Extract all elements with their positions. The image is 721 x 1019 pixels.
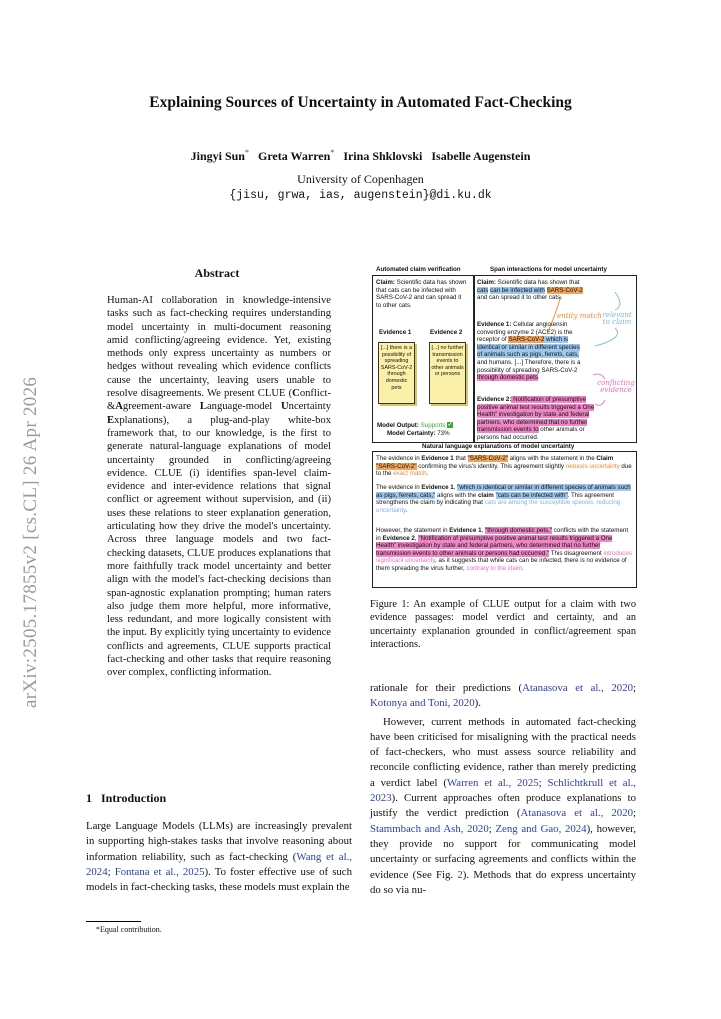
arxiv-id: arXiv:2505.17855v2 [cs.CL] 26 Apr 2026: [20, 376, 41, 708]
citation-link[interactable]: Fontana et al., 2025: [114, 865, 205, 878]
claim-ref: Claim: [596, 455, 614, 462]
citation-link[interactable]: Zeng and Gao, 2024: [495, 822, 587, 835]
section-title: Introduction: [101, 791, 167, 805]
author-name: Isabelle Augenstein: [431, 149, 531, 163]
claim-verification-panel: [372, 275, 474, 443]
acronym-word: greement-aware: [122, 401, 200, 413]
claim-label: Claim:: [376, 279, 395, 286]
panel-heading: Span interactions for model uncertainty: [490, 266, 607, 273]
acronym-letter: L: [199, 401, 207, 413]
explanation-text: ,: [481, 527, 486, 534]
evidence-ref: Evidence 1: [449, 527, 482, 534]
body-text: rationale for their predictions (: [370, 682, 523, 694]
body-text: ;: [538, 776, 548, 789]
evidence-body: other animals or persons had occurred.: [477, 426, 585, 441]
evidence-body: .: [537, 374, 540, 382]
explanation-text: . This agreement strengthens the claim by indicating that: [376, 491, 614, 507]
body-text: ). Current approaches often produce explanations to justify the verdict prediction (: [370, 792, 636, 820]
body-text: ;: [488, 822, 496, 835]
citation-link[interactable]: Stammbach and Ash, 2020: [370, 822, 489, 835]
acronym-word: onflict-&: [107, 388, 331, 413]
acronym-letter: U: [281, 401, 289, 413]
model-certainty-line: [387, 430, 450, 438]
evidence-ref: Evidence 2: [382, 534, 415, 542]
span-highlight: "Notification of presumptive positive animal test results triggered a One Health" investigation by state and federal partners, who determined that no further transmission events to other animals or persons had occurred.": [376, 534, 613, 557]
abstract-heading: Abstract: [194, 266, 240, 280]
explanation-text: This disagreement: [549, 549, 604, 557]
evidence-card: [...] no further transmission events to other animals or persons: [429, 342, 466, 404]
explanation-text: .: [405, 506, 408, 514]
body-text: ). Methods that do express uncertainty do so via nu-: [370, 868, 636, 896]
author-list: [0, 148, 721, 164]
paragraph: [370, 681, 636, 712]
email-list: {jisu, grwa, ias, augenstein}@di.ku.dk: [229, 189, 492, 202]
evidence-ref: Evidence 1: [421, 455, 454, 462]
certainty-label: Model Certainty:: [387, 430, 436, 437]
span-highlight: SARS-CoV-2: [508, 336, 545, 344]
explanation-paragraph: [376, 527, 632, 573]
span-highlight: SARS-CoV-2: [546, 286, 583, 294]
explanation-text: that: [453, 455, 468, 462]
colored-phrase: exact match: [393, 470, 427, 478]
explanation-text: ,: [453, 484, 458, 491]
span-highlight: which is identical or similar in different species of animals such as pigs, ferrets, cats,: [477, 336, 580, 359]
citation-link[interactable]: Kotonya and Toni, 2020: [370, 697, 475, 710]
author-name: Jingyi Sun: [190, 149, 245, 163]
explanation-text: ,: [414, 534, 419, 542]
certainty-value: 73%: [437, 430, 450, 437]
evidence-heading: Evidence 1: [379, 329, 412, 336]
paragraph: [370, 715, 636, 899]
explanation-text: .: [426, 470, 429, 478]
citation-link[interactable]: Warren et al., 2025: [446, 776, 539, 789]
citation-link[interactable]: Atanasova et al., 2020: [520, 807, 633, 820]
figure-1: [370, 266, 638, 588]
figure-link[interactable]: 2: [457, 868, 463, 881]
body-text: ). To foster effective use of such models in fact-checking tasks, these models must explain the: [86, 865, 352, 894]
explanation-text: .: [522, 564, 524, 572]
author-name: Greta Warren: [257, 149, 331, 163]
body-text: However, current methods in automated fact-checking have been criticised for misaligning with the practical needs of fact-checkers, who must assess source reliability and reconcile conflicting evidence, rather than merely predicting a verdict label (: [370, 715, 636, 789]
acronym-word: xplanations),: [114, 414, 170, 426]
evidence-ref: Evidence 1: [421, 484, 454, 491]
claim-ref: claim: [477, 491, 494, 499]
author-name: Irina Shklovski: [343, 149, 423, 163]
span-highlight: through domestic pets: [477, 374, 538, 382]
span-highlight: "which is identical or similar in different species of animals such as pigs, ferrets, cats,": [376, 484, 631, 499]
check-icon: ✓: [447, 422, 453, 429]
body-text: ;: [633, 807, 636, 820]
colored-phrase: contrary to the claim: [466, 564, 523, 572]
acronym-letter: E: [107, 414, 115, 426]
evidence-body: and humans. [...] Therefore, there is a possibility of spreading SARS-CoV-2: [477, 358, 581, 374]
span-highlight: Notification of presumptive positive animal test results triggered a One Health" investigation by state and federal partners, who determined that no further transmission events to: [477, 396, 595, 434]
span-highlight: can be infected with: [490, 286, 545, 294]
annotation-conflicting: conflicting evidence: [597, 379, 635, 394]
equal-contrib-mark: *: [244, 148, 249, 157]
evidence-label: Evidence 2:: [477, 396, 512, 403]
span-highlight: "through domestic pets,": [485, 527, 553, 534]
body-text: Large Language Models (LLMs) are increasingly prevalent in supporting high-stakes tasks that involve reasoning about information reliability, such as fact-checking (: [86, 820, 352, 863]
span-highlight: "SARS-CoV-2": [467, 455, 509, 462]
explanation-text: aligns with the: [435, 491, 478, 499]
footnote-rule: [86, 921, 141, 922]
colored-phrase: reduces uncertainty: [565, 462, 620, 470]
panel-heading: Automated claim verification: [376, 266, 461, 273]
arrow-conflict-bottom: [595, 400, 605, 405]
body-text: ), however, they provide no support for communicating model uncertainty or surfacing agreements and conflicts within the evidence (See Fig.: [370, 822, 637, 881]
right-column-text: [370, 681, 636, 898]
explanation-text: conflicts with the statement in: [376, 527, 629, 542]
abstract-text: Human-AI collaboration in knowledge-intensive tasks such as fact-checking requires understanding model uncertainty in multi-document reasoning amid conflicting/agreeing evidence. Yet, existing methods only express uncertainty as numbers or hedges without revealing which evidence conflicts cause the uncertainty, leaving users unable to resolve disagreements. We present CLUE (: [107, 295, 331, 400]
acronym-word: anguage-model: [206, 401, 281, 413]
explanation-text: However, the statement in: [376, 527, 450, 534]
colored-phrase: introduces significant uncertainty: [376, 549, 632, 565]
body-text: ;: [633, 682, 636, 694]
claim-body: Scientific data has shown that: [495, 279, 580, 286]
panel-heading: Natural language explanations of model uncertainty: [422, 443, 575, 450]
claim-body: Scientific data has shown that cats can be infected with SARS-CoV-2 and can spread it to other cats.: [376, 279, 467, 309]
nl-explanation-panel: [372, 451, 637, 588]
colored-phrase: cats are among the susceptible species, reducing uncertainty: [376, 499, 621, 514]
arxiv-sidebar: [16, 298, 46, 708]
paper-title: Explaining Sources of Uncertainty in Automated Fact-Checking: [149, 94, 572, 111]
evidence-body: Cellular angiotensin converting enzyme 2 (ACE2) is the receptor of: [477, 321, 573, 344]
evidence-heading: Evidence 2: [430, 329, 463, 336]
acronym-letter: A: [115, 401, 123, 413]
equal-contrib-mark: *: [330, 148, 335, 157]
explanation-text: The evidence in: [376, 484, 422, 491]
model-output-line: [377, 422, 453, 430]
claim-text: [376, 279, 468, 309]
explanation-text: The evidence in: [376, 455, 422, 462]
citation-link[interactable]: Atanasova et al., 2020: [522, 682, 633, 694]
section-heading: [86, 791, 166, 806]
explanation-paragraph: [376, 484, 632, 514]
output-value: Supports: [420, 422, 446, 429]
annotation-arrows: [475, 276, 636, 442]
section-number: 1: [86, 791, 92, 805]
arrow-entity: [547, 296, 561, 334]
annotation-relevant: relevant to claim: [602, 311, 632, 326]
explanation-text: due to the: [376, 462, 632, 478]
span-highlight: cats: [477, 286, 489, 294]
arrow-relevant-bottom: [595, 328, 618, 346]
body-text: ).: [474, 697, 481, 710]
figure-caption: Figure 1: An example of CLUE output for a claim with two evidence passages: model verdict and certainty, and an uncertainty explanation grounded in conflict/agreement span interactions.: [370, 599, 636, 651]
span-highlight: "SARS-CoV-2": [376, 462, 417, 470]
explanation-text: aligns with the statement in the: [508, 455, 597, 462]
footnote: *Equal contribution.: [96, 925, 162, 934]
claim-label: Claim:: [477, 279, 496, 286]
acronym-letter: C: [292, 388, 300, 400]
claim-body: and can spread it to other cats.: [477, 294, 562, 302]
annotation-entity-match: entity match: [557, 312, 602, 320]
arrow-conflict-top: [593, 374, 605, 379]
span-highlight: "cats can be infected with": [495, 491, 568, 499]
citation-link[interactable]: Schlichtkrull et al., 2023: [370, 776, 636, 805]
evidence-card: [...] there is a possibility of spreading SARS-CoV-2 through domestic pets: [378, 342, 415, 404]
abstract-text: a plug-and-play white-box framework that, to our knowledge, is the first to generate natural-language explanations of model uncertainty grounded in conflicting/agreeing evidence. CLUE (i) identifies span-level claim-evidence and inter-evidence relations that signal conflict or agreement without supervision, and (ii) uses these relations to steer explanation generation, articulating how they drive the model's uncertainty. Across three language models and two fact-checking datasets, CLUE produces explanations that more faithfully track model uncertainty and better align with the model's fact-checking decisions than span-agnostic explanation prompting; human raters also judge them more helpful, more informative, less redundant, and more logically consistent with the input. By explicitly tying uncertainty to evidence conflicts and agreements, CLUE supports practical fact-checking and other tasks that require reasoning over complex, conflicting information.: [107, 414, 331, 679]
explanation-text: confirming the virus's identity. This agreement slightly: [416, 462, 566, 470]
evidence-label: Evidence 1:: [477, 321, 512, 328]
explanation-paragraph: [376, 455, 632, 478]
abstract-body: [107, 294, 331, 680]
acronym-word: ncertainty: [288, 401, 332, 413]
citation-link[interactable]: Wang et al., 2024: [86, 850, 352, 878]
span-interaction-panel: [474, 275, 637, 443]
output-label: Model Output:: [377, 422, 419, 429]
affiliation: University of Copenhagen: [297, 172, 424, 186]
body-text: ;: [107, 865, 115, 878]
intro-paragraph: [86, 819, 352, 895]
arrow-relevant-top: [615, 292, 620, 310]
explanation-text: , as it suggests that while cats can be infected, there is no evidence of them spreading the virus further,: [376, 557, 627, 572]
